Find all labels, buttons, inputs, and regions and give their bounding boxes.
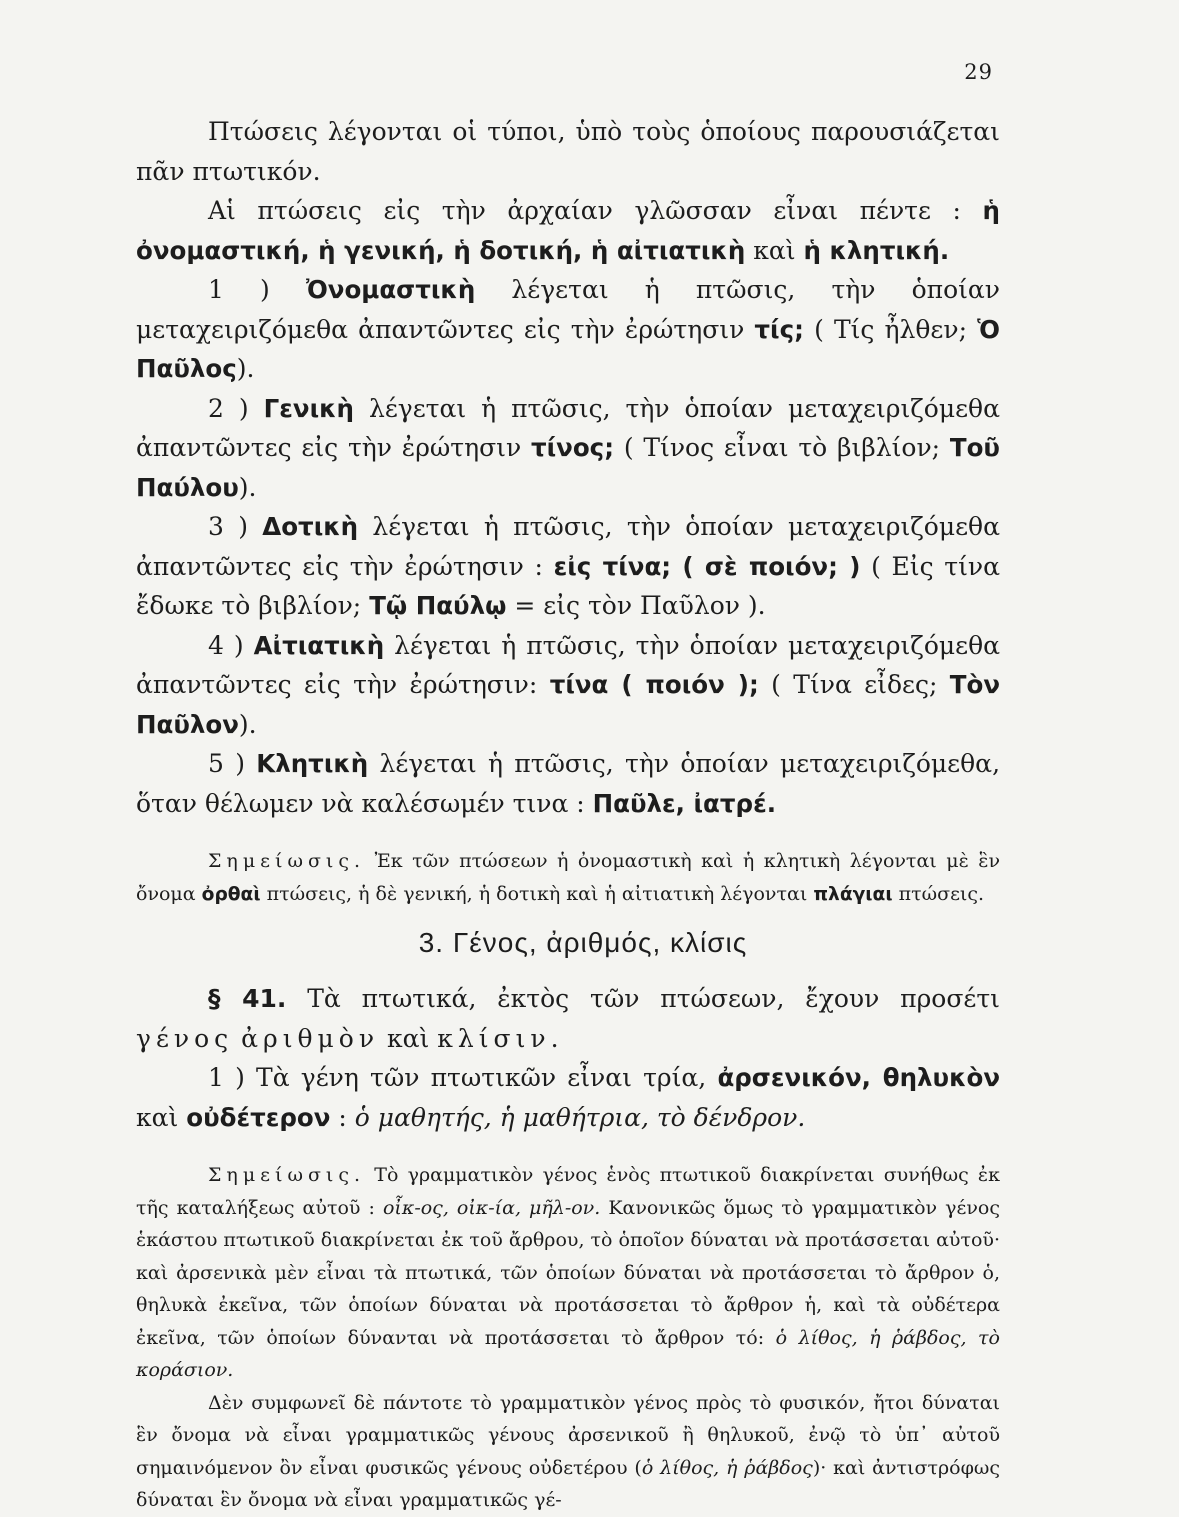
case-vocative: 5 ) Κλητικὴ λέγεται ἡ πτῶσις, τὴν ὁποίαν μεταχειριζόμεθα, ὅταν θέλωμεν νὰ καλέσωμέν τινα : Παῦλε, ἰατρέ. — [136, 749, 1001, 818]
term-nominative: Ὀνομαστικὴ — [305, 275, 476, 304]
case-list: ἡ ὀνομαστική, ἡ γενική, ἡ δοτική, ἡ αἰτιατικὴ — [136, 196, 1000, 265]
paragraph-sign: § 41. — [208, 984, 287, 1013]
page-body — [136, 112, 1000, 1517]
case-genitive: 2 ) Γενικὴ λέγεται ἡ πτῶσις, τὴν ὁποίαν μεταχειριζόμεθα ἀπαντῶντες εἰς τὴν ἐρώτησιν τίνος; ( Τίνος εἶναι τὸ βιβλίον; Τοῦ Παύλου). — [136, 393, 1000, 502]
cases-section — [136, 112, 1000, 823]
page-number: 29 — [964, 60, 993, 84]
paragraph-definition: Πτώσεις λέγονται οἱ τύποι, ὑπὸ τοὺς ὁποίους παρουσιάζεται πᾶν πτωτικόν. — [136, 117, 1000, 186]
case-nominative: 1 ) Ὀνομαστικὴ λέγεται ἡ πτῶσις, τὴν ὁποίαν μεταχειριζόμεθα ἀπαντῶντες εἰς τὴν ἐρώτησιν τίς; ( Τίς ἦλθεν; Ὁ Παῦλος). — [136, 275, 1001, 383]
note-cases: Σημείωσις. Ἐκ τῶν πτώσεων ἡ ὀνομαστικὴ καὶ ἡ κλητικὴ λέγονται μὲ ἓν ὄνομα ὀρθαὶ πτώσεις, ἡ δὲ γενική, ἡ δοτικὴ καὶ ἡ αἰτιατικὴ λέγονται πλάγιαι πτώσεις. — [136, 850, 1000, 905]
term-accusative: Αἰτιατικὴ — [253, 630, 385, 660]
case-dative: 3 ) Δοτικὴ λέγεται ἡ πτῶσις, τὴν ὁποίαν μεταχειριζόμεθα ἀπαντῶντες εἰς τὴν ἐρώτησιν : εἰς τίνα; ( σὲ ποιόν; ) ( Εἰς τίνα ἔδωκε τὸ βιβλίον; Τῷ Παύλῳ = εἰς τὸν Παῦλον ). — [136, 512, 1001, 620]
note-gender: Σημείωσις. Τὸ γραμματικὸν γένος ἑνὸς πτωτικοῦ διακρίνεται συνήθως ἐκ τῆς καταλήξεως αὐτοῦ : οἶκ-ος, οἰκ-ία, μῆλ-ον. Κανονικῶς ὅμως τὸ γραμματικὸν γένος ἑκάστου πτωτικοῦ διακρίνεται ἐκ τοῦ ἄρθρου, τὸ ὁποῖον δύναται νὰ προτάσσεται αὐτοῦ· καὶ ἀρσενικὰ μὲν εἶναι τὰ πτωτικά, τῶν ὁποίων δύναται νὰ προτάσσεται τὸ ἄρθρον ὁ, θηλυκὰ ἐκεῖνα, τῶν ὁποίων δύναται νὰ προτάσσεται τὸ ἄρθρον ἡ, καὶ τὰ οὐδέτερα ἐκεῖνα, τῶν ὁποίων δύνανται νὰ προτάσσεται τὸ ἄρθρον τό: ὁ λίθος, ἡ ῥάβδος, τὸ κοράσιον. Δὲν συμφωνεῖ δὲ πάντοτε τὸ γραμματικὸν γένος πρὸς τὸ φυσικόν, ἤτοι δύναται ἓν ὄνομα νὰ εἶναι γραμματικῶς γένους ἀρσενικοῦ ἢ θηλυκοῦ, ἐνῷ τὸ ὑπ᾽ αὐτοῦ σημαινόμενον ὂν εἶναι φυσικῶς γένους οὐδετέρου (ὁ λίθος, ἡ ῥάβδος)· καὶ ἀντιστρόφως δύναται ἓν ὄνομα νὰ εἶναι γραμματικῶς γέ- — [136, 1164, 1001, 1511]
note-label: Σημείωσις. — [208, 1164, 366, 1186]
paragraph-five-cases: Αἱ πτώσεις εἰς τὴν ἀρχαίαν γλῶσσαν εἶναι πέντε : ἡ ὀνομαστική, ἡ γενική, ἡ δοτική, ἡ αἰτιατικὴ καὶ ἡ κλητική. — [136, 196, 1000, 265]
genders-paragraph: 1 ) Τὰ γένη τῶν πτωτικῶν εἶναι τρία, ἀρσενικόν, θηλυκὸν καὶ οὐδέτερον : ὁ μαθητής, ἡ μαθήτρια, τὸ δένδρον. — [136, 1063, 1001, 1132]
term-genitive: Γενικὴ — [263, 393, 354, 423]
term-dative: Δοτικὴ — [262, 512, 359, 541]
section-41: § 41. Τὰ πτωτικά, ἐκτὸς τῶν πτώσεων, ἔχουν προσέτι γένος ἀριθμὸν καὶ κλίσιν. 1 ) Τὰ γένη τῶν πτωτικῶν εἶναι τρία, ἀρσενικόν, θηλυκὸν καὶ οὐδέτερον : ὁ μαθητής, ἡ μαθήτρια, τὸ δένδρον. — [136, 979, 1000, 1137]
term-vocative: Κλητικὴ — [256, 749, 369, 778]
section-title: 3. Γένος, ἀριθμός, κλίσις — [418, 927, 748, 958]
case-accusative: 4 ) Αἰτιατικὴ λέγεται ἡ πτῶσις, τὴν ὁποίαν μεταχειριζόμεθα ἀπαντῶντες εἰς τὴν ἐρώτησιν: τίνα ( ποιόν ); ( Τίνα εἶδες; Τὸν Παῦλον). — [136, 630, 1001, 739]
note-label: Σημείωσις. — [208, 850, 366, 872]
